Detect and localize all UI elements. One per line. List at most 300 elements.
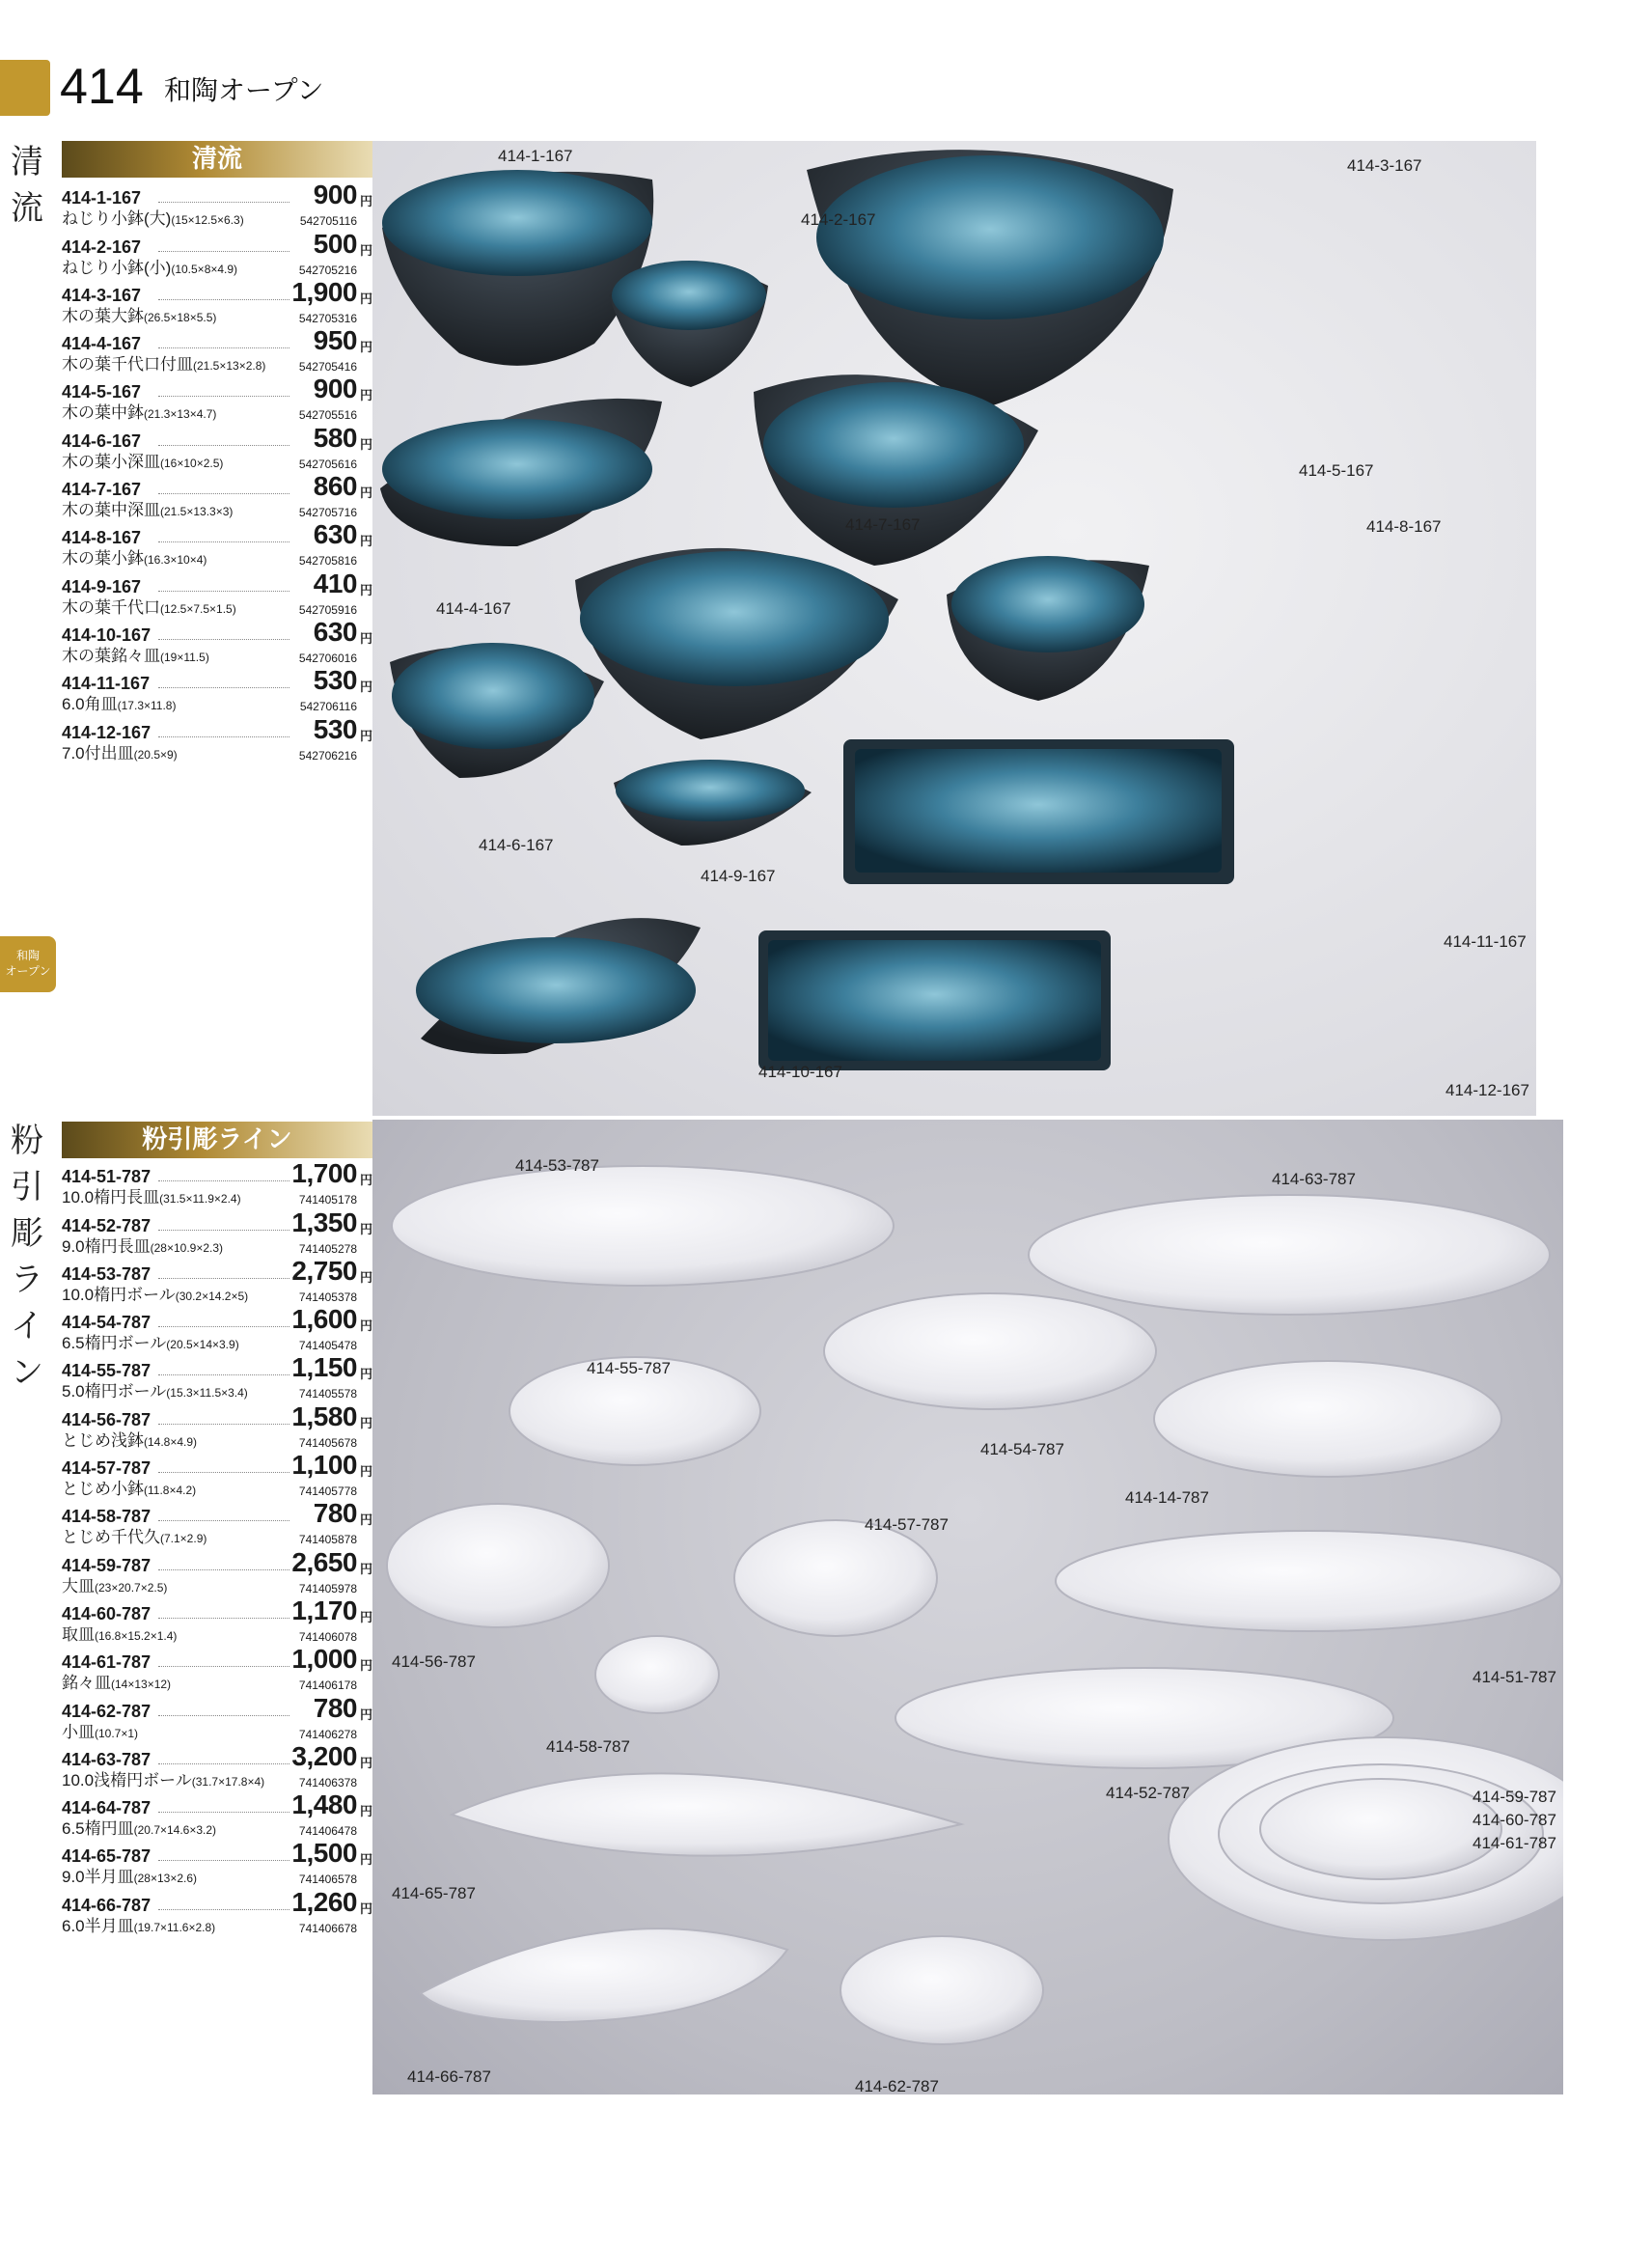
product-item — [62, 616, 372, 667]
section-kohiki-vertical-title — [6, 1118, 48, 1396]
yen-unit: 円 — [359, 1658, 372, 1674]
product-name: 9.0半月皿 — [62, 1868, 134, 1887]
section-seiryu-product-list — [62, 181, 371, 764]
product-name: ねじり小鉢(小) — [62, 258, 172, 277]
yen-unit: 円 — [359, 194, 372, 209]
product-price: 410 — [313, 568, 357, 598]
bowl-414-63 — [1029, 1195, 1550, 1315]
product-code: 414-63-787 — [62, 1749, 151, 1769]
tray-414-12 — [758, 930, 1111, 1070]
product-name: 6.5楕円ボール — [62, 1334, 167, 1353]
product-dimensions: (21.3×13×4.7) — [144, 407, 217, 422]
photo-item-label: 414-60-787 — [1473, 1811, 1556, 1829]
leader-dots — [158, 591, 289, 592]
photo-item-label: 414-59-787 — [1473, 1788, 1556, 1806]
product-name: 6.0半月皿 — [62, 1916, 134, 1935]
product-item — [62, 276, 372, 327]
product-jan-code: 741405178 — [298, 1193, 357, 1207]
product-name: とじめ小鉢 — [62, 1480, 144, 1499]
product-jan-code: 741405678 — [298, 1435, 357, 1450]
product-price: 2,650 — [291, 1546, 357, 1577]
product-jan-code: 741405978 — [298, 1581, 357, 1595]
product-dimensions: (28×10.9×2.3) — [150, 1240, 224, 1255]
product-jan-code: 542706116 — [299, 700, 357, 714]
yen-unit: 円 — [359, 630, 372, 646]
product-dimensions: (30.2×14.2×5) — [175, 1289, 249, 1303]
yen-unit: 円 — [359, 1318, 372, 1334]
product-code: 414-5-167 — [62, 382, 142, 402]
product-name: とじめ千代久 — [62, 1528, 160, 1547]
product-dimensions: (21.5×13.3×3) — [160, 505, 234, 519]
product-description — [62, 1377, 248, 1401]
leader-dots — [158, 1618, 289, 1619]
section-kohiki-banner: 粉引彫ライン — [62, 1122, 372, 1158]
product-description — [62, 739, 178, 763]
product-item — [62, 1500, 371, 1548]
photo-item-label: 414-66-787 — [407, 2067, 491, 2086]
product-code: 414-3-167 — [62, 285, 142, 305]
bowl-414-2 — [609, 261, 768, 387]
product-jan-code: 741405878 — [298, 1533, 357, 1547]
leader-dots — [158, 1472, 289, 1473]
leader-dots — [158, 1180, 289, 1181]
product-jan-code: 542705916 — [298, 602, 357, 617]
product-code: 414-62-787 — [62, 1701, 151, 1721]
yen-unit: 円 — [359, 1415, 372, 1430]
product-dimensions: (14.8×4.9) — [144, 1434, 198, 1449]
side-tab-line2: オープン — [5, 964, 51, 978]
vertical-char: 彫 — [11, 1214, 43, 1253]
dish-414-7 — [575, 548, 898, 739]
leader-dots — [158, 1424, 289, 1425]
product-price: 1,100 — [291, 1450, 357, 1481]
leader-dots — [158, 1374, 289, 1375]
product-jan-code: 542705416 — [298, 360, 357, 374]
leader-dots — [158, 445, 289, 446]
yen-unit: 円 — [359, 1512, 372, 1528]
yen-unit: 円 — [359, 534, 372, 549]
product-code: 414-6-167 — [62, 430, 142, 451]
product-dimensions: (12.5×7.5×1.5) — [160, 601, 236, 616]
photo-item-label: 414-9-167 — [701, 867, 776, 885]
yen-unit: 円 — [359, 1804, 372, 1819]
product-name: 10.0楕円ボール — [62, 1285, 176, 1304]
side-tab-line1: 和陶 — [15, 949, 40, 962]
product-item — [62, 1791, 371, 1840]
product-name: 10.0楕円長皿 — [62, 1188, 160, 1207]
leader-dots — [158, 1569, 289, 1570]
yen-unit: 円 — [359, 436, 372, 452]
leader-dots — [158, 687, 289, 688]
yen-unit: 円 — [359, 1561, 372, 1576]
photo-item-label: 414-58-787 — [546, 1737, 630, 1756]
vertical-char: 流 — [11, 189, 43, 228]
photo-item-label: 414-12-167 — [1446, 1081, 1529, 1099]
product-jan-code: 741405478 — [298, 1339, 357, 1353]
product-jan-code: 741406178 — [298, 1678, 357, 1693]
product-dimensions: (23×20.7×2.5) — [95, 1580, 168, 1595]
section-seiryu-product-photo — [372, 141, 1536, 1116]
product-item — [62, 1255, 372, 1306]
product-name: ねじり小鉢(大) — [62, 209, 172, 229]
product-jan-code: 741406678 — [298, 1921, 357, 1935]
product-dimensions: (20.7×14.6×3.2) — [133, 1823, 217, 1838]
product-dimensions: (31.7×17.8×4) — [191, 1774, 265, 1789]
product-price: 1,900 — [291, 276, 357, 307]
bowl-414-58 — [595, 1636, 719, 1713]
leader-dots — [158, 493, 289, 494]
product-description — [62, 1475, 196, 1499]
product-dimensions: (16×10×2.5) — [160, 456, 224, 470]
product-description — [62, 1815, 216, 1839]
product-name: 木の葉中深皿 — [62, 501, 160, 520]
product-code: 414-61-787 — [62, 1652, 151, 1673]
product-code: 414-4-167 — [62, 334, 142, 354]
section-kohiki-product-list — [62, 1160, 371, 1937]
leader-dots — [158, 1326, 289, 1327]
product-description — [62, 205, 244, 229]
product-price: 630 — [313, 519, 357, 550]
product-name: 取皿 — [62, 1624, 95, 1644]
photo-item-label: 414-11-167 — [1444, 932, 1527, 951]
product-price: 1,150 — [291, 1352, 357, 1383]
leader-dots — [158, 347, 289, 348]
leader-dots — [158, 1909, 289, 1910]
product-item — [62, 521, 371, 569]
vertical-char: 粉 — [11, 1122, 43, 1160]
product-price: 530 — [313, 713, 357, 744]
product-jan-code: 741406578 — [298, 1872, 357, 1887]
photo-item-label: 414-3-167 — [1347, 156, 1422, 175]
photo-item-label: 414-63-787 — [1272, 1170, 1356, 1188]
yen-unit: 円 — [359, 1269, 372, 1285]
product-price: 900 — [313, 180, 357, 210]
product-item — [62, 1402, 371, 1451]
leader-dots — [158, 1230, 289, 1231]
product-dimensions: (16.3×10×4) — [144, 553, 207, 568]
product-description — [62, 1523, 206, 1547]
yen-unit: 円 — [359, 582, 372, 597]
product-jan-code: 741405578 — [298, 1387, 357, 1401]
product-code: 414-57-787 — [62, 1458, 151, 1479]
product-name: 6.5楕円皿 — [62, 1819, 134, 1839]
photo-item-label: 414-65-787 — [392, 1884, 476, 1902]
photo-item-label: 414-56-787 — [392, 1652, 476, 1671]
product-code: 414-60-787 — [62, 1603, 151, 1623]
photo-item-label: 414-2-167 — [801, 210, 876, 229]
product-description — [62, 544, 206, 569]
yen-unit: 円 — [359, 340, 372, 355]
photo-item-label: 414-10-167 — [758, 1063, 842, 1081]
product-item — [62, 1646, 371, 1694]
product-code: 414-53-787 — [62, 1263, 151, 1284]
product-code: 414-58-787 — [62, 1507, 151, 1527]
product-jan-code: 741406078 — [298, 1629, 357, 1644]
vertical-char: 引 — [11, 1168, 43, 1207]
product-item — [62, 424, 371, 472]
product-name: 木の葉銘々皿 — [62, 646, 160, 665]
dish-414-9 — [614, 760, 812, 846]
bowl-414-53 — [392, 1166, 894, 1286]
product-item — [62, 1888, 371, 1936]
product-description — [62, 690, 176, 714]
product-item — [62, 1208, 371, 1257]
leader-dots — [158, 202, 289, 203]
section-seiryu-vertical-title — [6, 139, 48, 232]
product-item — [62, 569, 371, 618]
vertical-char: ラ — [11, 1261, 43, 1299]
product-item — [62, 327, 371, 375]
product-name: 木の葉小鉢 — [62, 549, 144, 569]
photo-item-label: 414-1-167 — [498, 147, 573, 165]
yen-unit: 円 — [359, 1900, 372, 1916]
photo-item-label: 414-14-787 — [1125, 1488, 1209, 1507]
yen-unit: 円 — [359, 728, 372, 743]
product-price: 580 — [313, 422, 357, 453]
product-dimensions: (19×11.5) — [160, 650, 209, 664]
photo-item-label: 414-8-167 — [1366, 517, 1442, 536]
bowl-414-54 — [824, 1293, 1156, 1409]
product-description — [62, 1766, 264, 1790]
product-item — [62, 715, 371, 763]
yen-unit: 円 — [359, 1706, 372, 1722]
product-description — [62, 448, 223, 472]
product-price: 1,350 — [291, 1207, 357, 1237]
product-dimensions: (20.5×9) — [133, 747, 178, 762]
yen-unit: 円 — [359, 1609, 372, 1624]
product-item — [62, 1740, 372, 1791]
product-item — [62, 1694, 371, 1742]
yen-unit: 円 — [359, 242, 372, 258]
product-name: 大皿 — [62, 1576, 95, 1595]
product-code: 414-7-167 — [62, 480, 142, 500]
product-name: 10.0浅楕円ボール — [62, 1770, 192, 1789]
product-name: 木の葉大鉢 — [62, 306, 144, 325]
plate-414-14 — [1154, 1361, 1501, 1477]
product-name: 木の葉小深皿 — [62, 452, 160, 471]
leader-dots — [158, 1763, 289, 1764]
yen-unit: 円 — [359, 291, 372, 306]
product-code: 414-2-167 — [62, 236, 142, 257]
plate-414-4 — [380, 399, 662, 546]
product-code: 414-59-787 — [62, 1555, 151, 1575]
product-price: 860 — [313, 471, 357, 502]
yen-unit: 円 — [359, 485, 372, 501]
product-price: 1,260 — [291, 1886, 357, 1917]
product-jan-code: 741405778 — [298, 1484, 357, 1499]
product-item — [62, 1548, 371, 1596]
product-item — [62, 375, 371, 424]
bowl-414-1 — [382, 170, 653, 366]
photo-item-label: 414-4-167 — [436, 599, 511, 618]
vertical-char: 清 — [11, 143, 43, 181]
product-description — [62, 594, 236, 618]
product-description — [62, 1621, 177, 1645]
yen-unit: 円 — [359, 680, 372, 695]
vertical-char: ン — [11, 1353, 43, 1392]
product-description — [62, 350, 265, 374]
product-jan-code: 741405378 — [298, 1290, 357, 1304]
product-code: 414-66-787 — [62, 1895, 151, 1915]
photo-item-label: 414-7-167 — [845, 515, 921, 534]
product-dimensions: (7.1×2.9) — [160, 1532, 207, 1546]
product-price: 530 — [313, 665, 357, 696]
plate-414-66 — [421, 1928, 787, 2022]
bowl-414-3 — [807, 150, 1173, 406]
product-price: 500 — [313, 228, 357, 259]
product-jan-code: 741406278 — [298, 1727, 357, 1741]
product-code: 414-51-787 — [62, 1167, 151, 1187]
product-dimensions: (21.5×13×2.8) — [193, 359, 266, 374]
leader-dots — [158, 639, 289, 640]
product-code: 414-65-787 — [62, 1846, 151, 1867]
product-price: 1,580 — [291, 1401, 357, 1431]
plate-414-10 — [416, 918, 701, 1054]
product-dimensions: (11.8×4.2) — [144, 1484, 197, 1498]
dish-414-6 — [390, 643, 604, 778]
product-price: 1,000 — [291, 1644, 357, 1675]
vertical-char: イ — [11, 1307, 43, 1345]
product-name: 7.0付出皿 — [62, 743, 134, 763]
product-item — [62, 1840, 371, 1888]
product-description — [62, 1329, 239, 1353]
product-name: 6.0角皿 — [62, 695, 118, 714]
photo-item-label: 414-53-787 — [515, 1156, 599, 1175]
page-tab-marker — [0, 60, 50, 116]
photo-item-label: 414-51-787 — [1473, 1668, 1556, 1686]
product-description — [62, 302, 216, 326]
photo-item-label: 414-54-787 — [980, 1440, 1064, 1458]
product-price: 630 — [313, 616, 357, 647]
photo-item-label: 414-55-787 — [587, 1359, 671, 1377]
leader-dots — [158, 299, 289, 300]
product-jan-code: 542705116 — [299, 214, 357, 229]
product-jan-code: 542705216 — [298, 263, 357, 277]
product-code: 414-11-167 — [62, 674, 151, 694]
product-item — [62, 1160, 371, 1208]
product-item — [62, 1452, 371, 1500]
product-jan-code: 741406478 — [298, 1824, 357, 1839]
leader-dots — [158, 1812, 289, 1813]
product-price: 1,600 — [291, 1304, 357, 1335]
product-price: 780 — [313, 1692, 357, 1723]
leader-dots — [158, 1715, 289, 1716]
product-price: 3,200 — [291, 1740, 357, 1771]
product-code: 414-52-787 — [62, 1215, 151, 1235]
product-description — [62, 1863, 197, 1887]
product-code: 414-1-167 — [62, 188, 142, 208]
product-name: 木の葉千代口 — [62, 597, 160, 617]
product-jan-code: 741406378 — [298, 1775, 357, 1789]
product-dimensions: (28×13×2.6) — [133, 1872, 198, 1886]
product-dimensions: (15×12.5×6.3) — [171, 213, 244, 228]
product-item — [62, 1597, 371, 1646]
product-item — [62, 230, 371, 278]
leader-dots — [158, 736, 289, 737]
product-price: 1,700 — [291, 1158, 357, 1189]
product-name: 木の葉千代口付皿 — [62, 355, 193, 374]
page-number: 414 — [60, 59, 144, 115]
photo-item-label: 414-6-167 — [479, 836, 554, 854]
product-description — [62, 1427, 197, 1451]
product-item — [62, 1354, 371, 1402]
product-name: 小皿 — [62, 1722, 95, 1741]
product-code: 414-12-167 — [62, 722, 151, 742]
product-description — [62, 1281, 248, 1305]
product-jan-code: 542705316 — [298, 311, 357, 325]
product-jan-code: 542705716 — [298, 506, 357, 520]
product-item — [62, 667, 371, 715]
product-code: 414-9-167 — [62, 576, 142, 596]
yen-unit: 円 — [359, 1852, 372, 1868]
product-description — [62, 1912, 215, 1936]
product-price: 780 — [313, 1498, 357, 1529]
bowl-414-57 — [734, 1520, 937, 1636]
product-description — [62, 1233, 223, 1257]
product-code: 414-64-787 — [62, 1798, 151, 1818]
plate-414-62 — [840, 1936, 1043, 2044]
product-name: 9.0楕円長皿 — [62, 1236, 151, 1256]
product-price: 950 — [313, 325, 357, 356]
product-description — [62, 1669, 171, 1693]
product-price: 1,480 — [291, 1789, 357, 1820]
product-dimensions: (19.7×11.6×2.8) — [133, 1920, 216, 1934]
product-description — [62, 399, 216, 423]
product-code: 414-56-787 — [62, 1409, 151, 1429]
product-description — [62, 254, 237, 278]
product-jan-code: 542705616 — [298, 457, 357, 471]
product-name: 木の葉中鉢 — [62, 403, 144, 423]
section-seiryu-banner: 清流 — [62, 141, 372, 178]
leader-dots — [158, 1520, 289, 1521]
product-dimensions: (31.5×11.9×2.4) — [159, 1192, 241, 1207]
leader-dots — [158, 1278, 289, 1279]
product-price: 2,750 — [291, 1255, 357, 1286]
product-price: 900 — [313, 374, 357, 404]
photo-item-label: 414-52-787 — [1106, 1784, 1190, 1802]
product-jan-code: 542706216 — [298, 748, 357, 763]
plate-414-65 — [452, 1773, 961, 1855]
product-description — [62, 1572, 167, 1596]
product-jan-code: 542706016 — [298, 651, 357, 665]
section-kohiki-product-photo — [372, 1120, 1563, 2094]
product-price: 1,170 — [291, 1595, 357, 1625]
product-dimensions: (14×13×12) — [111, 1678, 172, 1692]
product-jan-code: 741405278 — [298, 1241, 357, 1256]
photo-item-label: 414-61-787 — [1473, 1834, 1556, 1852]
product-item — [62, 1306, 371, 1354]
product-dimensions: (15.3×11.5×3.4) — [166, 1386, 248, 1401]
yen-unit: 円 — [359, 1221, 372, 1236]
photo-item-label: 414-62-787 — [855, 2077, 939, 2094]
plate-414-51 — [1056, 1531, 1561, 1631]
product-item — [62, 181, 371, 230]
category-side-tab[interactable] — [0, 936, 56, 992]
bowl-414-8 — [947, 556, 1149, 701]
product-dimensions: (20.5×14×3.9) — [166, 1338, 239, 1352]
product-item — [62, 473, 371, 521]
product-description — [62, 1718, 138, 1742]
product-jan-code: 542705516 — [298, 408, 357, 423]
product-name: 銘々皿 — [62, 1674, 111, 1693]
yen-unit: 円 — [359, 1755, 372, 1770]
yen-unit: 円 — [359, 1367, 372, 1382]
product-dimensions: (10.7×1) — [95, 1726, 139, 1740]
product-name: 5.0楕円ボール — [62, 1382, 167, 1401]
yen-unit: 円 — [359, 388, 372, 403]
product-dimensions: (17.3×11.8) — [117, 699, 177, 713]
photo-item-label: 414-5-167 — [1299, 461, 1374, 480]
